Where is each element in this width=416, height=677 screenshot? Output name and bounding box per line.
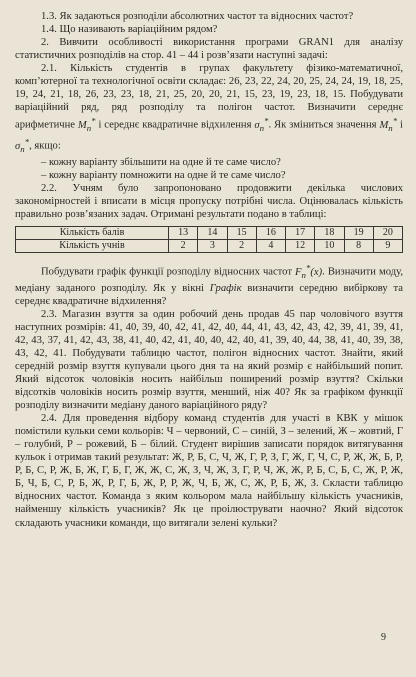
task-2-1-text-b: і середнє квадратичне відхилення bbox=[98, 119, 252, 131]
task-2-1-text-e: , якщо: bbox=[29, 140, 61, 152]
table-cell: 12 bbox=[286, 239, 315, 252]
distribution-function-symbol: $F_n^*(x)$ bbox=[295, 261, 323, 280]
table-cell: 2 bbox=[227, 239, 256, 252]
mean-symbol: $M_n^*$ bbox=[77, 115, 96, 134]
mean-symbol-2: $M_n^*$ bbox=[379, 115, 398, 134]
task-2-1-text-a: 2.1. Кількість студентів в групах факультету фізико-математичної, комп’ютерної та технологічної освіти складає: 26, 23, 22, 24, 20, 25, 24, 24, 19, 18, 25, 19, 24, 21, 18, 26, 23, 23, 18, 21, 25, 20, 20, 21, 15, 23, 19, 23, 18, 15. Побудувати варіаційний ряд, ряд розподілу та полігон частот. Визначити середнє арифметичне bbox=[15, 63, 403, 131]
table-cell: 20 bbox=[373, 226, 402, 239]
table-cell: 19 bbox=[344, 226, 373, 239]
table-cell: 4 bbox=[256, 239, 285, 252]
table-cell: 13 bbox=[169, 226, 198, 239]
table-cell: 14 bbox=[198, 226, 227, 239]
table-cell: 3 bbox=[198, 239, 227, 252]
table-cell: 2 bbox=[169, 239, 198, 252]
task-2-2-continued bbox=[15, 261, 403, 308]
scores-table bbox=[15, 226, 403, 253]
task-2-1 bbox=[15, 62, 403, 156]
page-number: 9 bbox=[381, 632, 386, 643]
task-2-2-text-a: Побудувати графік функції розподілу відносних частот bbox=[41, 266, 292, 278]
table-cell: 15 bbox=[227, 226, 256, 239]
question-1-3: 1.3. Як задаються розподіли абсолютних частот та відносних частот? bbox=[41, 11, 354, 22]
table-row-label: Кількість балів bbox=[16, 226, 169, 239]
task-2-2-text-c: визначити середню вибіркову та середнє квадратичне відхилення? bbox=[15, 282, 403, 307]
task-2-2-text-b: . Визначити моду, медіану заданого розподілу. Як у вікні bbox=[15, 266, 403, 294]
table-cell: 8 bbox=[344, 239, 373, 252]
table-cell: 10 bbox=[315, 239, 344, 252]
bullet-multiply: – кожну варіанту помножити на одне й те саме число? bbox=[41, 169, 286, 181]
task-2-1-text-d: і bbox=[400, 119, 403, 131]
grafik-window-label: Графік bbox=[209, 282, 242, 294]
table-cell: 18 bbox=[315, 226, 344, 239]
task-2-3: 2.3. Магазин взуття за один робочий день продав 45 пар чоловічого взуття наступних розмірів: 41, 40, 39, 40, 42, 41, 42, 40, 44, 41, 43, 42, 43, 42, 39, 41, 39, 41, 42, 43, 37, 41, 42, 43, 38, 41, 40, 42, 41, 40, 40, 42, 40, 41, 39, 40, 44, 38, 41, 40, 39, 38, 43, 42, 41. Побудувати таблицю частот, полігон відносних частот. Знайти, який середній розмір взуття купували цього дня та на який розмір є найбільший попит. Який відсоток чоловіків носить найбільш поширений розмір взуття? Скільки відсотків чоловіків носить розмір взуття, менший, ніж 40? Як за графіком функції розподілу визначити медіану даного варіаційного ряду? bbox=[15, 308, 403, 412]
task-2-4: 2.4. Для проведення відбору команд студентів для участі в КВК у мішок помістили кульки семи кольорів: Ч – червоний, С – синій, З – зелений, Ж – жовтий, Г – голубий, Р – рожевий, Б – білий. Студент вирішив записати порядок витягування кульок і отримав такий результат: Ж, Р, Б, С, Ч, Ж, Г, Р, З, Г, Ж, Г, Ч, С, Р, Ж, Ж, Б, Р, Р, Б, С, Р, Ж, Б, Ж, Г, Б, Г, Ж, Ж, С, Ж, З, Ч, Ж, З, Г, Р, Ч, Ж, Ж, Р, Б, С, Б, С, Ж, Р, Ж, Б, Ч, Б, С, Р, Б, Ж, Р, Г, Б, Ж, Р, Р, Ж, Ч, Б, Ж, С, Ж, Р, Б, Ж, З. Скласти таблицю відносних частот. Команда з яким кольором мала найбільшу кількість учасників, найменшу кількість учасників? Як це проілюструвати наочно? Який відсоток складають учасники команди, що витягали зелені кульки? bbox=[15, 413, 403, 529]
table-row-label: Кількість учнів bbox=[16, 239, 169, 252]
task-2-2: 2.2. Учням було запропоновано продовжити декілька числових закономірностей і вписати в місця пропуску потрібні числа. Оцінювалась кількість правильно розв’язаних задач. Отримані результати подано в таблиці: bbox=[15, 182, 403, 220]
std-symbol: $\sigma_n^*$ bbox=[254, 115, 269, 134]
table-cell: 16 bbox=[256, 226, 285, 239]
table-row bbox=[16, 239, 403, 252]
question-1-4: 1.4. Що називають варіаційним рядом? bbox=[41, 24, 218, 36]
table-row bbox=[16, 226, 403, 239]
table-cell: 9 bbox=[373, 239, 402, 252]
task-2-intro: 2. Вивчити особливості використання програми GRAN1 для аналізу статистичних розподілів на стор. 41 – 44 і розв’язати наступні задачі: bbox=[15, 37, 403, 62]
std-symbol-2: $\sigma_n^*$ bbox=[15, 136, 30, 154]
task-2-1-text-c: . Як зміниться значення bbox=[268, 119, 377, 131]
table-cell: 17 bbox=[286, 226, 315, 239]
bullet-increase: – кожну варіанту збільшити на одне й те саме число? bbox=[41, 156, 281, 168]
